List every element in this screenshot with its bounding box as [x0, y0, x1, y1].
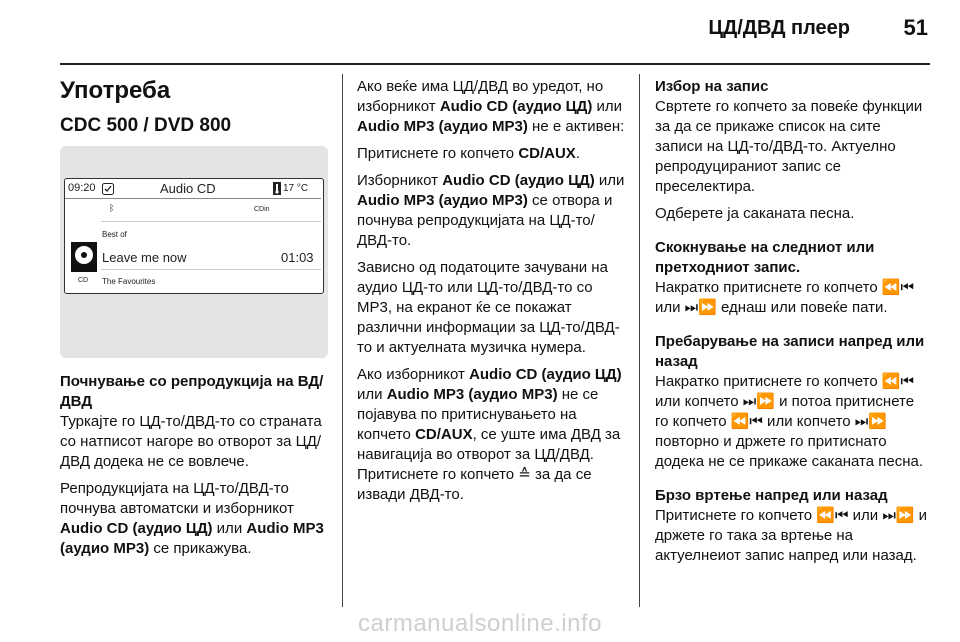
heading-search-tracks: Пребарување на записи напред или назад — [655, 333, 925, 370]
column-1 — [60, 372, 328, 566]
column-divider-2 — [639, 74, 640, 607]
menu-name: Audio MP3 (аудио MP3) — [386, 386, 558, 403]
display-row-divider — [101, 221, 321, 222]
menu-name: Audio MP3 (аудио MP3) — [357, 192, 528, 209]
display-track-title: Leave me now — [102, 250, 187, 265]
paragraph: Ако веќе има ЦД/ДВД во уредот, но изборникот Audio CD (аудио ЦД) или Audio MP3 (аудио MP3) не е активен: — [357, 78, 625, 135]
paragraph: Изборникот Audio CD (аудио ЦД) или Audio MP3 (аудио MP3) се отвора и почнува репродукцијата на ЦД-то/ДВД-то. — [357, 172, 625, 249]
header-rule — [60, 63, 930, 65]
paragraph: Ако изборникот Audio CD (аудио ЦД) или Audio MP3 (аудио MP3) не се појавува по притиснувањето на копчето CD/AUX, се уште има ДВД за навигација во отворот за ЦД/ДВД. Притиснете го копчето ≙ за да се извади ДВД-то. — [357, 366, 622, 503]
watermark: carmanualsonline.info — [358, 610, 602, 637]
paragraph: Репродукцијата на ЦД-то/ДВД-то почнува автоматски и изборникот Audio CD (аудио ЦД) или Audio MP3 (аудио MP3) се прикажува. — [60, 480, 324, 557]
button-name: CD/AUX — [415, 426, 473, 443]
menu-name: Audio CD (аудио ЦД) — [439, 98, 593, 115]
paragraph: Одберете ја саканата песна. — [655, 205, 855, 222]
display-album: Best of — [102, 230, 127, 239]
display-elapsed-time: 01:03 — [281, 250, 314, 265]
menu-name: Audio CD (аудио ЦД) — [60, 520, 213, 537]
display-title: Audio CD — [160, 181, 216, 196]
display-clock: 09:20 — [68, 182, 96, 194]
heading-skip-track: Скокнување на следниот или претходниот запис. — [655, 239, 875, 276]
display-artist: The Favourites — [102, 277, 156, 286]
button-name: CD/AUX — [518, 145, 576, 162]
paragraph: Притиснете го копчето ⏪⏮ или ⏭⏩ и држете го така за вртење на актуелнеиот запис напред или назад. — [655, 507, 928, 564]
display-row-divider — [101, 269, 321, 270]
column-2 — [357, 77, 627, 512]
paragraph: Притиснете го копчето CD/AUX. — [357, 145, 580, 162]
paragraph: Накратко притиснете го копчето ⏪⏮ или ⏭⏩ еднаш или повеќе пати. — [655, 279, 915, 316]
menu-name: Audio MP3 (аудио MP3) — [60, 520, 324, 557]
page-number: 51 — [903, 15, 928, 40]
subsection-title: CDC 500 / DVD 800 — [60, 115, 232, 136]
display-source: CDin — [254, 206, 270, 213]
paragraph: Свртете го копчето за повеќе функции за да се прикаже список на сите записи на ЦД-то/ДВД-то. Актуелно репродуцираниот запис се преселектира. — [655, 98, 923, 195]
display-disc-label: CD — [78, 277, 89, 284]
cd-disc-icon — [71, 242, 97, 277]
heading-track-select: Избор на запис — [655, 78, 769, 95]
display-divider — [65, 198, 321, 199]
paragraph: Туркајте го ЦД-то/ДВД-то со страната со натписот нагоре во отворот за ЦД/ДВД додека не се вовлече. — [60, 413, 322, 470]
bluetooth-icon: ᛒ — [109, 203, 115, 213]
section-title: Употреба — [60, 77, 171, 104]
running-header-title: ЦД/ДВД плеер — [708, 17, 850, 39]
menu-name: Audio MP3 (аудио MP3) — [357, 118, 528, 135]
paragraph: Зависно од податоците зачувани на аудио ЦД-то или ЦД-то/ДВД-то со MP3, на екранот ќе се покажат различни информации за ЦД-то/ДВД-то и актуелната музичка нумера. — [357, 259, 620, 356]
column-3 — [655, 77, 930, 573]
display-temperature: 17 °C — [283, 183, 309, 194]
info-display-screen — [64, 178, 324, 294]
heading-fast-forward-rewind: Брзо вртење напред или назад — [655, 487, 888, 504]
menu-name: Audio CD (аудио ЦД) — [469, 366, 622, 383]
menu-name: Audio CD (аудио ЦД) — [442, 172, 595, 189]
heading-start-playback: Почнување со репродукција на ВД/ДВД — [60, 373, 324, 410]
column-divider-1 — [342, 74, 343, 607]
paragraph: Накратко притиснете го копчето ⏪⏮ или копчето ⏭⏩ и потоа притиснете го копчето ⏪⏮ или копчето ⏭⏩ повторно и држете го притиснато додека не се прикаже саканата песна. — [655, 373, 924, 470]
